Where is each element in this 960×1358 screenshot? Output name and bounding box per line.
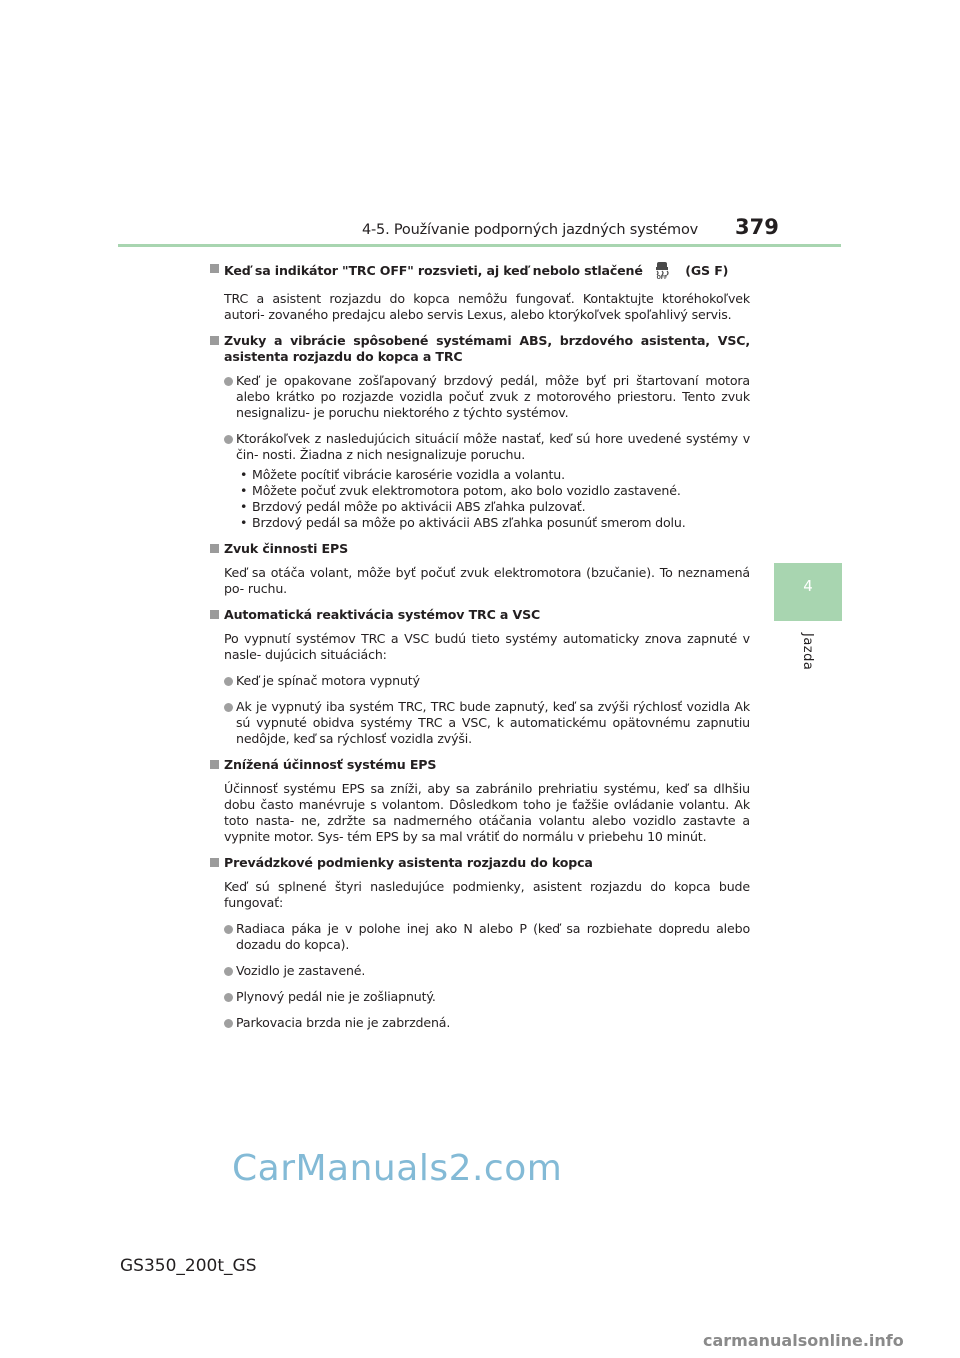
model-code: GS350_200t_GS xyxy=(120,1256,257,1276)
section-heading: Zvuk činnosti EPS xyxy=(224,541,750,557)
section-paragraph: TRC a asistent rozjazdu do kopca nemôžu fungovať. Kontaktujte ktoréhokoľvek autori- zovaného predajcu alebo servis Lexus, alebo ktorýkoľvek spoľahlivý servis. xyxy=(224,291,750,322)
sub-list-item: • Môžete počuť zvuk elektromotora potom, ako bolo vozidlo zastavené. xyxy=(240,483,681,498)
chapter-tab xyxy=(774,563,842,621)
chapter-tab-label: Jazda xyxy=(800,633,815,671)
section-paragraph: Po vypnutí systémov TRC a VSC budú tieto systémy automaticky znova zapnuté v nasle- dujúcich situáciách: xyxy=(224,631,750,662)
square-bullet-icon xyxy=(210,264,219,273)
section-heading: Znížená účinnosť systému EPS xyxy=(224,757,750,773)
section-reduced-eps xyxy=(210,757,750,845)
section-paragraph: Účinnosť systému EPS sa zníži, aby sa zabránilo prehriatiu systému, keď sa dlhšiu dobu často manévruje s volantom. Dôsledkom toho je ťažšie ovládanie volantu. Ak toto nasta- ne, zdržte sa nadmerného otáčania volantu alebo vozidlo zastavte a vypnite motor. Sys- tém EPS by sa mal vrátiť do normálu v priebehu 10 minút. xyxy=(224,781,750,844)
section-paragraph: Keď sa otáča volant, môže byť počuť zvuk elektromotora (bzučanie). To neznamená po- ruchu. xyxy=(224,565,750,596)
square-bullet-icon xyxy=(210,336,219,345)
round-bullet-icon xyxy=(224,993,233,1002)
round-bullet-icon xyxy=(224,1019,233,1028)
round-bullet-icon xyxy=(224,703,233,712)
round-bullet-icon xyxy=(224,677,233,686)
trc-off-switch-icon xyxy=(653,261,671,283)
list-item: Parkovacia brzda nie je zabrzdená. xyxy=(224,1015,750,1031)
sub-list-item: • Môžete pocítiť vibrácie karosérie vozidla a volantu. xyxy=(240,467,565,482)
list-item: Ak je vypnutý iba systém TRC, TRC bude zapnutý, keď sa zvýši rýchlosť vozidla Ak sú vypnuté obidva systémy TRC a VSC, k automatickému opätovnému zapnutiu nedôjde, keď sa rýchlosť vozidla zvýši. xyxy=(224,699,750,747)
section-heading: Keď sa indikátor "TRC OFF" rozsvieti, aj keď nebolo stlačené OFF (GS F) xyxy=(224,261,750,283)
round-bullet-icon xyxy=(224,435,233,444)
list-item: Radiaca páka je v polohe inej ako N alebo P (keď sa rozbiehate dopredu alebo dozadu do kopca). xyxy=(224,921,750,953)
section-auto-reactivation xyxy=(210,607,750,747)
section-eps-sound xyxy=(210,541,750,597)
chapter-tab-number: 4 xyxy=(803,577,813,595)
header-divider xyxy=(118,244,841,247)
svg-text:OFF: OFF xyxy=(656,275,668,279)
section-paragraph: Keď sú splnené štyri nasledujúce podmienky, asistent rozjazdu do kopca bude fungovať: xyxy=(224,879,750,910)
square-bullet-icon xyxy=(210,760,219,769)
page-number: 379 xyxy=(735,215,779,239)
section-noise-vibration xyxy=(210,333,750,531)
section-heading: Automatická reaktivácia systémov TRC a VSC xyxy=(224,607,750,623)
square-bullet-icon xyxy=(210,858,219,867)
list-item: Vozidlo je zastavené. xyxy=(224,963,750,979)
round-bullet-icon xyxy=(224,925,233,934)
list-item: Keď je spínač motora vypnutý xyxy=(224,673,750,689)
page-content xyxy=(210,261,750,1041)
sub-list-item: • Brzdový pedál sa môže po aktivácii ABS zľahka posunúť smerom dolu. xyxy=(240,515,686,530)
sub-list-item: • Brzdový pedál môže po aktivácii ABS zľahka pulzovať. xyxy=(240,499,586,514)
round-bullet-icon xyxy=(224,967,233,976)
section-trc-off-indicator xyxy=(210,261,750,323)
list-item: Keď je opakovane zošľapovaný brzdový pedál, môže byť pri štartovaní motora alebo krátko po rozjazde vozidla počuť zvuk z motorového priestoru. Tento zvuk nesignalizu- je poruchu niektorého z týchto systémov. xyxy=(224,373,750,421)
round-bullet-icon xyxy=(224,377,233,386)
sub-list xyxy=(224,467,750,531)
list-item: Ktorákoľvek z nasledujúcich situácií môže nastať, keď sú hore uvedené systémy v čin- nosti. Žiadna z nich nesignalizuje poruchu. xyxy=(224,431,750,463)
section-hill-start-conditions xyxy=(210,855,750,1031)
list-item: Plynový pedál nie je zošliapnutý. xyxy=(224,989,750,1005)
square-bullet-icon xyxy=(210,610,219,619)
site-watermark: carmanualsonline.info xyxy=(703,1331,904,1350)
section-heading: Zvuky a vibrácie spôsobené systémami ABS, brzdového asistenta, VSC, asistenta rozjazdu do kopca a TRC xyxy=(224,333,750,365)
carmanuals-watermark-logo: CarManuals2.com xyxy=(232,1148,563,1189)
section-heading: Prevádzkové podmienky asistenta rozjazdu do kopca xyxy=(224,855,750,871)
section-header-title: 4-5. Používanie podporných jazdných systémov xyxy=(362,222,698,238)
square-bullet-icon xyxy=(210,544,219,553)
